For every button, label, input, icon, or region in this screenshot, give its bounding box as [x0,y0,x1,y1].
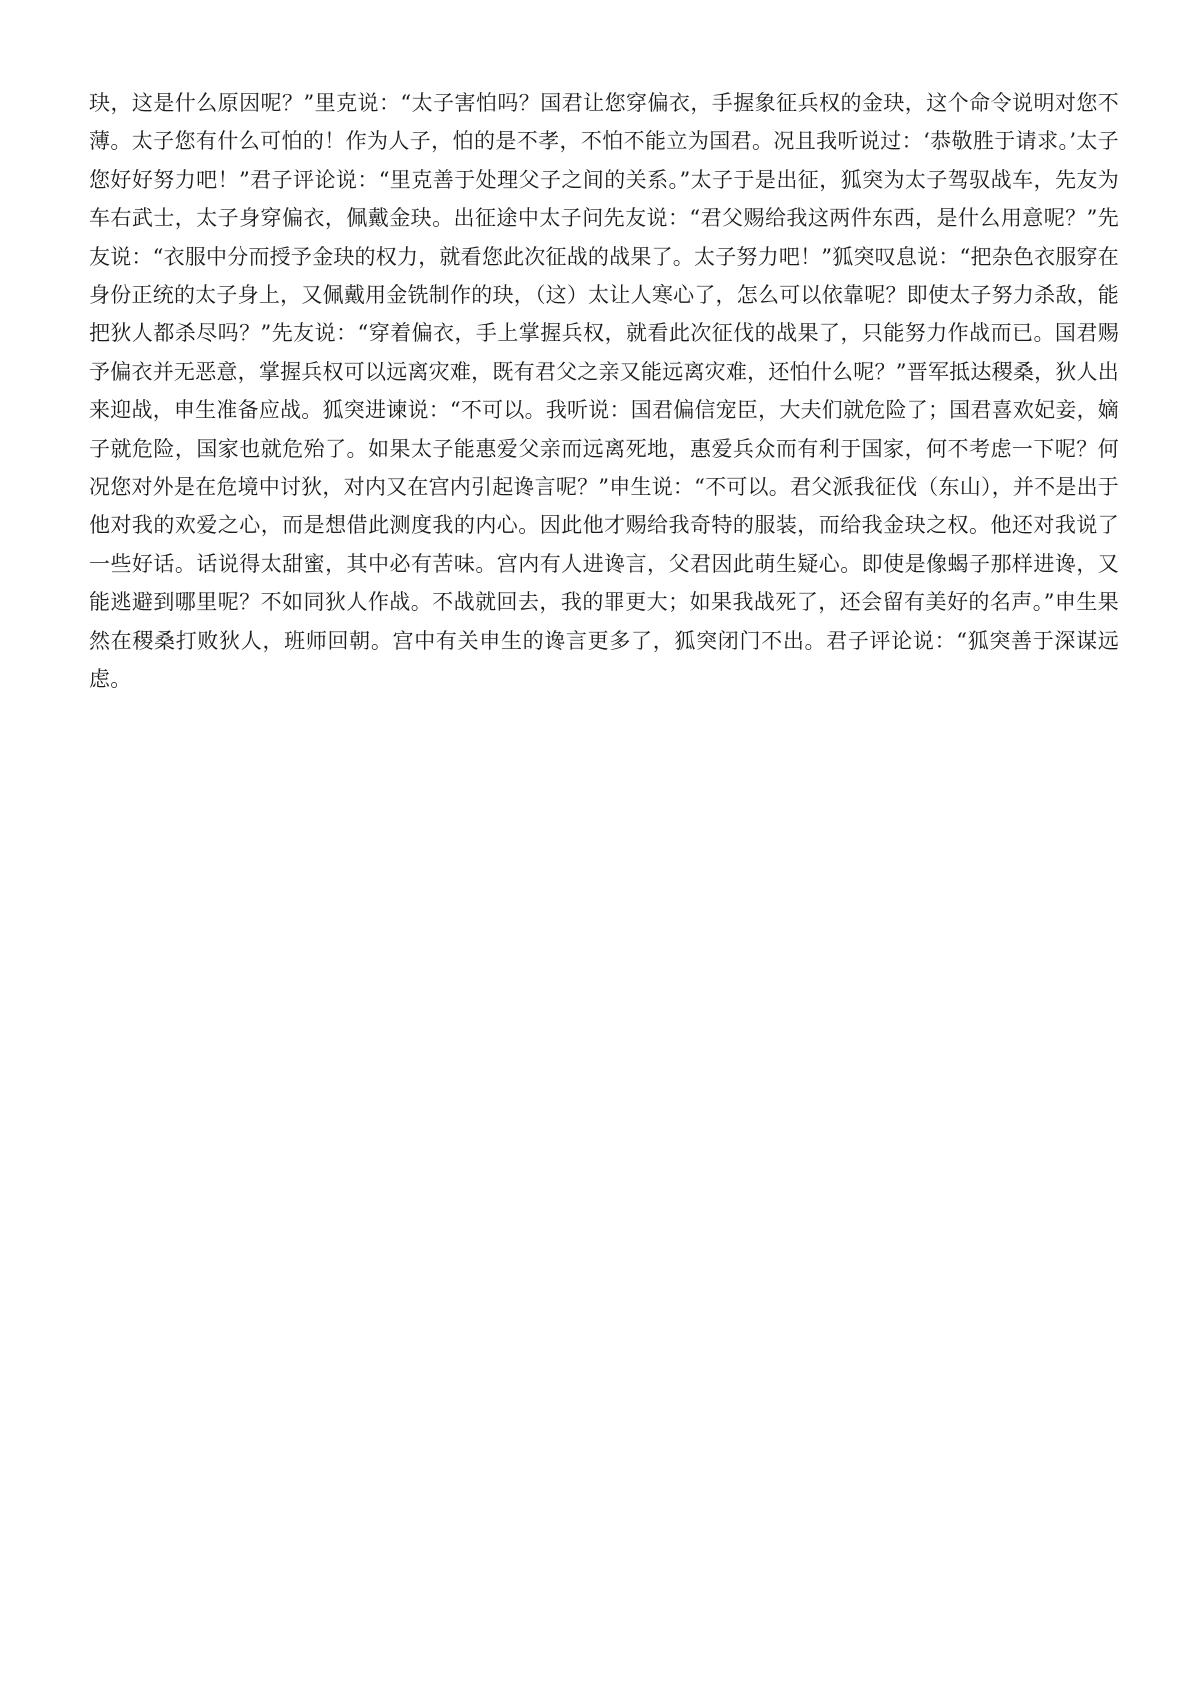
paragraph: 玦，这是什么原因呢？”里克说：“太子害怕吗？国君让您穿偏衣，手握象征兵权的金玦，这个命令说明对您不薄。太子您有什么可怕的！作为人子，怕的是不孝，不怕不能立为国君。况且我听说过：‘恭敬胜于请求。’太子您好好努力吧！”君子评论说：“里克善于处理父子之间的关系。”太子于是出征，狐突为太子驾驭战车，先友为车右武士，太子身穿偏衣，佩戴金玦。出征途中太子问先友说：“君父赐给我这两件东西，是什么用意呢？”先友说：“衣服中分而授予金玦的权力，就看您此次征战的战果了。太子努力吧！”狐突叹息说：“把杂色衣服穿在身份正统的太子身上，又佩戴用金铣制作的玦，（这）太让人寒心了，怎么可以依靠呢？即使太子努力杀敌，能把狄人都杀尽吗？”先友说：“穿着偏衣，手上掌握兵权，就看此次征伐的战果了，只能努力作战而已。国君赐予偏衣并无恶意，掌握兵权可以远离灾难，既有君父之亲又能远离灾难，还怕什么呢？”晋军抵达稷桑，狄人出来迎战，申生准备应战。狐突进谏说：“不可以。我听说：国君偏信宠臣，大夫们就危险了；国君喜欢妃妾，嫡子就危险，国家也就危殆了。如果太子能惠爱父亲而远离死地，惠爱兵众而有利于国家，何不考虑一下呢？何况您对外是在危境中讨狄，对内又在宫内引起谗言呢？”申生说：“不可以。君父派我征伐（东山），并不是出于他对我的欢爱之心，而是想借此测度我的内心。因此他才赐给我奇特的服装，而给我金玦之权。他还对我说了一些好话。话说得太甜蜜，其中必有苦味。宫内有人进谗言，父君因此萌生疑心。即使是像蝎子那样进谗，又能逃避到哪里呢？不如同狄人作战。不战就回去，我的罪更大；如果我战死了，还会留有美好的名声。”申生果然在稷桑打败狄人，班师回朝。宫中有关申生的谗言更多了，狐突闭门不出。君子评论说：“狐突善于深谋远虑。 [89,91,1119,692]
body-text-block [89,84,1119,699]
